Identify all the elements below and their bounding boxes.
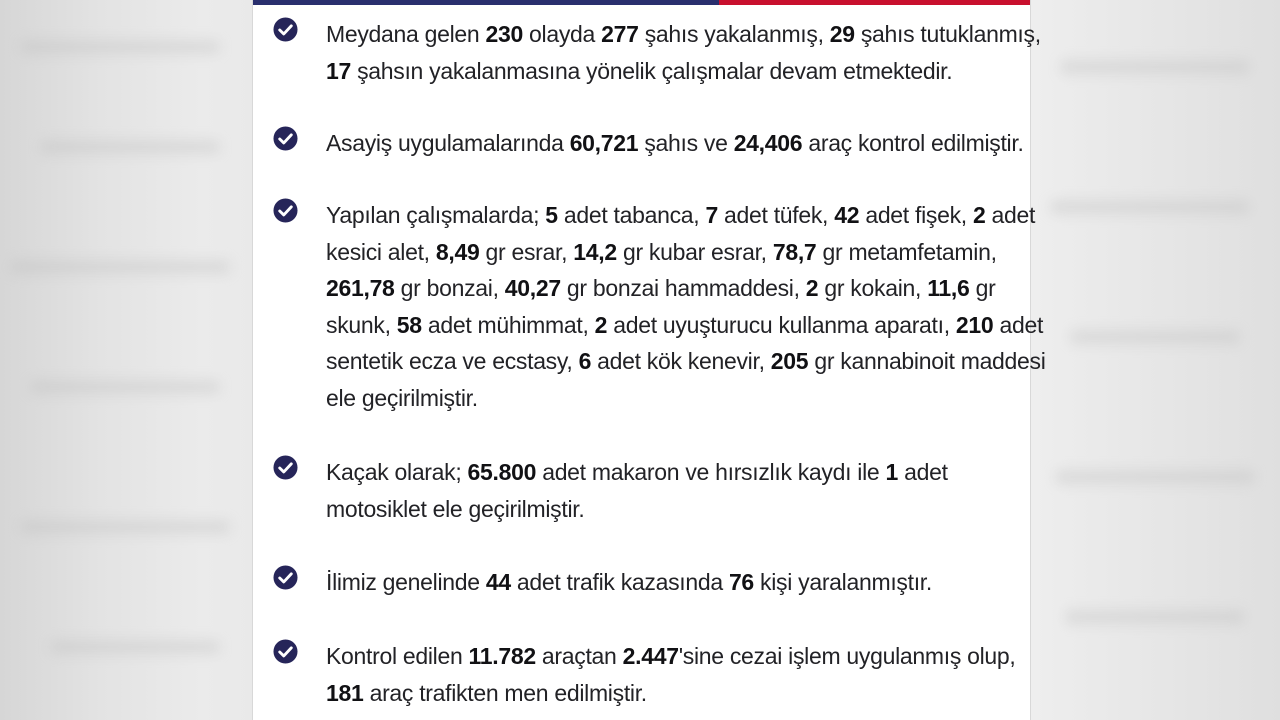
number-value: 230 bbox=[485, 21, 523, 47]
text-run: Kaçak olarak; bbox=[326, 459, 468, 485]
number-value: 42 bbox=[834, 202, 860, 228]
text-run: kesici alet, bbox=[326, 238, 436, 265]
check-circle-icon bbox=[273, 639, 298, 664]
text-run: adet uyuşturucu kullanma aparatı, bbox=[607, 311, 956, 338]
text-line bbox=[326, 491, 1018, 528]
text-run: adet mühimmat, bbox=[421, 311, 595, 338]
text-run: 'sine cezai işlem uygulanmış olup, bbox=[678, 643, 1016, 669]
text-run: adet bbox=[993, 311, 1044, 338]
check-circle-icon bbox=[273, 455, 298, 480]
number-value: 2.447 bbox=[622, 643, 679, 669]
text-line bbox=[326, 307, 1044, 344]
blurred-text-line bbox=[1060, 60, 1250, 74]
number-value: 40,27 bbox=[504, 275, 561, 301]
blurred-background-left bbox=[0, 0, 252, 720]
text-run: gr metamfetamin, bbox=[816, 238, 997, 265]
bullet-text bbox=[326, 564, 1018, 601]
text-run: gr bonzai, bbox=[394, 275, 505, 301]
number-value: 11.782 bbox=[468, 643, 536, 669]
text-run: gr kokain, bbox=[818, 275, 928, 301]
number-value: 11,6 bbox=[927, 275, 970, 301]
bullet-item-public-order-checks bbox=[273, 125, 1024, 162]
text-run: motosiklet ele geçirilmiştir. bbox=[326, 495, 585, 522]
text-run: ele geçirilmiştir. bbox=[326, 384, 478, 411]
text-run: şahıs ve bbox=[638, 130, 734, 156]
text-line bbox=[326, 343, 1046, 380]
text-line bbox=[326, 564, 1018, 601]
text-run: gr bbox=[969, 275, 996, 301]
number-value: 6 bbox=[578, 348, 592, 374]
text-run: araç trafikten men edilmiştir. bbox=[363, 679, 647, 706]
number-value: 8,49 bbox=[435, 238, 480, 265]
text-run: adet makaron ve hırsızlık kaydı ile bbox=[536, 459, 886, 485]
bullet-text bbox=[326, 638, 1018, 711]
blurred-text-line bbox=[1050, 200, 1250, 214]
text-run: şahıs tutuklanmış, bbox=[854, 21, 1041, 47]
text-line bbox=[326, 125, 1024, 162]
text-run: adet trafik kazasında bbox=[510, 569, 729, 595]
number-value: 205 bbox=[770, 348, 809, 374]
text-run: gr bonzai hammaddesi, bbox=[560, 275, 806, 301]
bullet-item-contraband bbox=[273, 454, 1013, 527]
number-value: 261,78 bbox=[326, 275, 395, 301]
text-run: adet kök kenevir, bbox=[591, 348, 771, 374]
number-value: 1 bbox=[885, 459, 898, 485]
text-run: adet bbox=[898, 459, 948, 485]
check-circle-icon bbox=[273, 126, 298, 151]
number-value: 60,721 bbox=[569, 130, 639, 156]
text-run: Meydana gelen bbox=[326, 21, 486, 47]
check-circle-icon bbox=[273, 17, 298, 42]
text-run: Yapılan çalışmalarda; bbox=[326, 202, 546, 228]
blurred-text-line bbox=[40, 140, 220, 154]
number-value: 181 bbox=[326, 679, 364, 706]
text-run: şahıs yakalanmış, bbox=[638, 21, 830, 47]
text-line bbox=[326, 675, 1018, 712]
text-line bbox=[326, 53, 1018, 90]
number-value: 14,2 bbox=[573, 238, 617, 265]
number-value: 7 bbox=[705, 202, 718, 228]
bullet-item-traffic-accidents bbox=[273, 564, 1013, 601]
text-run: Asayiş uygulamalarında bbox=[326, 130, 570, 156]
number-value: 44 bbox=[485, 569, 511, 595]
bullet-item-arrests bbox=[273, 16, 1041, 89]
text-line bbox=[326, 638, 1018, 675]
text-run: skunk, bbox=[326, 311, 397, 338]
text-run: kişi yaralanmıştır. bbox=[753, 569, 932, 595]
text-run: gr kubar esrar, bbox=[616, 238, 773, 265]
number-value: 17 bbox=[326, 57, 351, 84]
text-run: araçtan bbox=[535, 643, 623, 669]
number-value: 2 bbox=[805, 275, 819, 301]
blurred-background-right bbox=[1030, 0, 1280, 720]
blurred-text-line bbox=[1055, 470, 1255, 484]
number-value: 78,7 bbox=[772, 238, 817, 265]
number-value: 76 bbox=[728, 569, 754, 595]
text-run: adet bbox=[985, 202, 1036, 228]
bullet-item-vehicle-checks bbox=[273, 638, 1016, 711]
bullet-text bbox=[326, 454, 1018, 527]
blurred-text-line bbox=[1065, 610, 1245, 624]
text-run: adet tüfek, bbox=[717, 202, 835, 228]
text-line bbox=[326, 270, 1018, 307]
bullet-text bbox=[326, 197, 1046, 416]
number-value: 24,406 bbox=[733, 130, 803, 156]
number-value: 5 bbox=[545, 202, 558, 228]
text-line bbox=[326, 454, 1018, 491]
document-page bbox=[252, 0, 1046, 720]
blurred-text-line bbox=[10, 260, 230, 274]
number-value: 29 bbox=[829, 21, 855, 47]
accent-bar-red bbox=[719, 0, 1030, 5]
number-value: 277 bbox=[601, 21, 639, 47]
bullet-item-seizures bbox=[273, 197, 1046, 416]
bullet-text bbox=[326, 125, 1024, 162]
header-accent-bar bbox=[253, 0, 1030, 5]
text-run: Kontrol edilen bbox=[326, 643, 469, 669]
check-circle-icon bbox=[273, 198, 298, 223]
blurred-text-line bbox=[1070, 330, 1240, 344]
text-run: araç kontrol edilmiştir. bbox=[802, 130, 1024, 156]
text-line bbox=[326, 197, 1036, 234]
text-line bbox=[326, 380, 1018, 417]
accent-bar-blue bbox=[253, 0, 719, 5]
blurred-text-line bbox=[50, 640, 220, 654]
bullet-text bbox=[326, 16, 1041, 89]
number-value: 210 bbox=[955, 311, 994, 338]
check-circle-icon bbox=[273, 565, 298, 590]
blurred-text-line bbox=[30, 380, 220, 394]
number-value: 58 bbox=[396, 311, 422, 338]
text-run: adet tabanca, bbox=[557, 202, 706, 228]
text-run: adet fişek, bbox=[859, 202, 973, 228]
text-run: gr kannabinoit maddesi bbox=[808, 348, 1046, 374]
number-value: 2 bbox=[972, 202, 986, 228]
text-line bbox=[326, 16, 1041, 53]
text-run: olayda bbox=[522, 21, 602, 47]
text-run: İlimiz genelinde bbox=[326, 569, 486, 595]
number-value: 65.800 bbox=[467, 459, 537, 485]
text-line bbox=[326, 234, 1018, 271]
text-run: gr esrar, bbox=[479, 238, 574, 265]
text-run: sentetik ecza ve ecstasy, bbox=[326, 348, 579, 374]
number-value: 2 bbox=[594, 311, 608, 338]
text-run: şahsın yakalanmasına yönelik çalışmalar devam etmektedir. bbox=[350, 57, 953, 84]
blurred-text-line bbox=[20, 40, 220, 54]
blurred-text-line bbox=[20, 520, 230, 534]
